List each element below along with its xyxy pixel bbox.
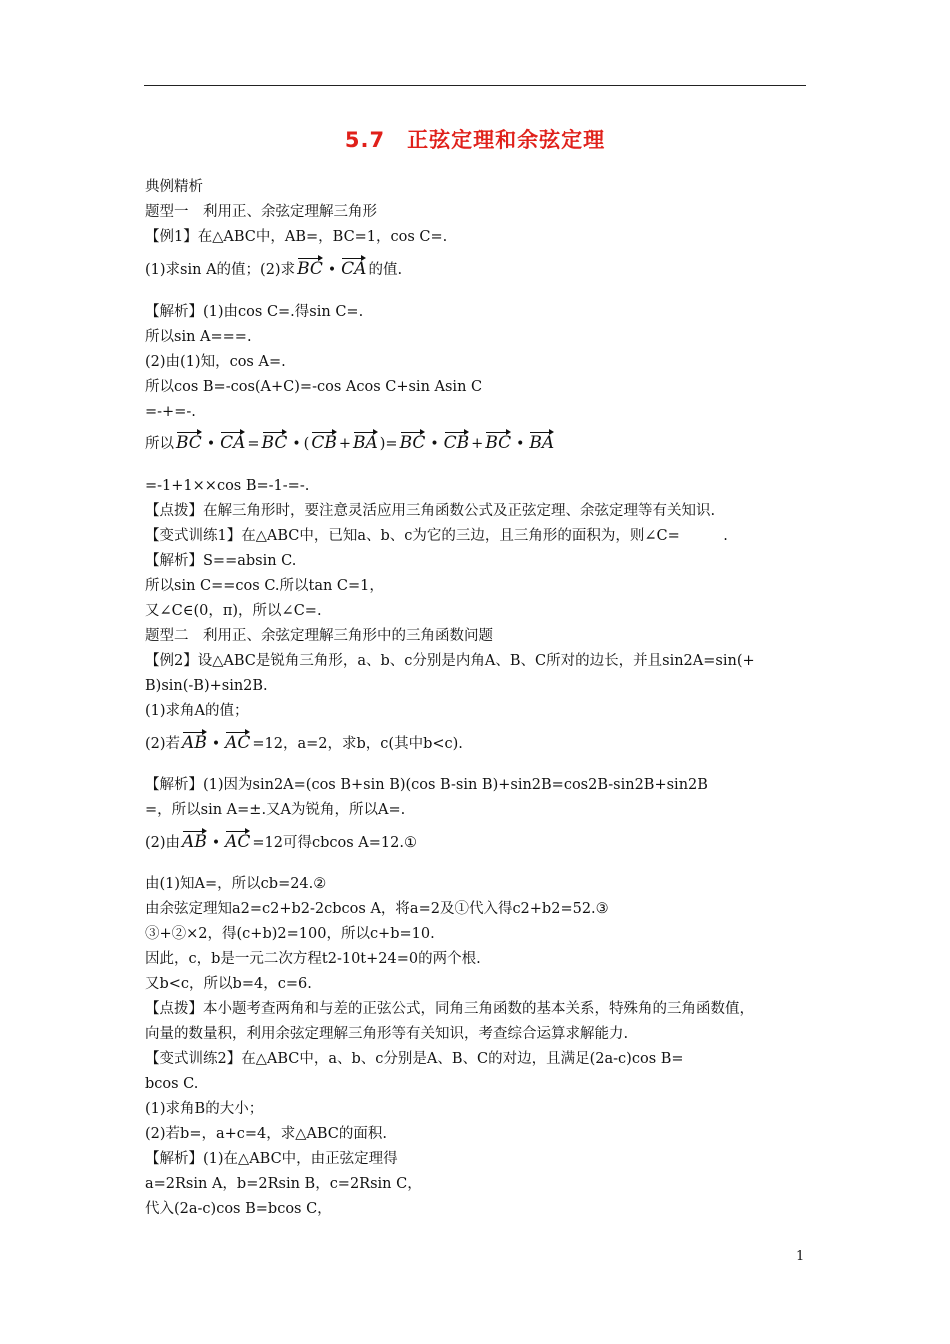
section-label: 典例精析 — [145, 179, 203, 195]
solution-1-line-5: =-+=-. — [145, 404, 196, 420]
example-2-question-1: (1)求角A的值； — [145, 703, 249, 719]
vector-ca: CA — [341, 256, 366, 278]
page-number: 1 — [796, 1249, 805, 1264]
solution-1-line-3: (2)由(1)知，cos A=. — [145, 354, 286, 370]
exercise-2-line-1: 【变式训练2】在△ABC中，a、b、c分别是A、B、C的对边，且满足(2a-c)cos B= — [145, 1051, 684, 1067]
vector-ac: AC — [225, 829, 250, 851]
solution-2-line-4: 由(1)知A=，所以cb=24.② — [145, 876, 327, 892]
vector-ba: BA — [529, 430, 554, 452]
vector-cb: CB — [311, 430, 337, 452]
exercise-1-solution-1: 【解析】S==absin C. — [145, 553, 297, 569]
exercise-1-solution-3: 又∠C∈(0，π)，所以∠C=. — [145, 603, 322, 619]
page-title: 5.7 正弦定理和余弦定理 — [344, 128, 606, 152]
example-1: 【例1】在△ABC中，AB=，BC=1，cos C=. — [145, 229, 448, 245]
example-2-line-2: B)sin(-B)+sin2B. — [145, 678, 268, 694]
example-2-line-1: 【例2】设△ABC是锐角三角形，a、b、c分别是内角A、B、C所对的边长，并且sin2A=sin(+ — [145, 653, 755, 669]
topic-heading-1: 题型一 利用正、余弦定理解三角形 — [145, 204, 377, 220]
solution-2-line-5: 由余弦定理知a2=c2+b2-2cbcos A，将a=2及①代入得c2+b2=52.③ — [145, 901, 609, 917]
tip-2-line-2: 向量的数量积，利用余弦定理解三角形等有关知识，考查综合运算求解能力. — [145, 1026, 629, 1042]
solution-2-line-3: (2)由 AB • AC =12可得cbcos A=12.① — [145, 829, 417, 852]
solution-1-line-2: 所以sin A===. — [145, 329, 252, 345]
exercise-2-solution-2: a=2Rsin A，b=2Rsin B，c=2Rsin C， — [145, 1176, 422, 1192]
solution-1-line-7: =-1+1××cos B=-1-=-. — [145, 478, 310, 494]
vector-ba: BA — [353, 430, 378, 452]
vector-ab: AB — [182, 730, 207, 752]
vector-bc: BC — [400, 430, 426, 452]
example-2-question-2: (2)若 AB • AC =12，a=2，求b，c(其中b<c). — [145, 730, 463, 753]
vector-ca: CA — [220, 430, 245, 452]
exercise-2-line-2: bcos C. — [145, 1076, 199, 1092]
vector-bc: BC — [485, 430, 511, 452]
solution-2-line-8: 又b<c，所以b=4，c=6. — [145, 976, 312, 992]
tip-1: 【点拨】在解三角形时，要注意灵活应用三角函数公式及正弦定理、余弦定理等有关知识. — [145, 503, 716, 519]
solution-2-line-2: =，所以sin A=±.又A为锐角，所以A=. — [145, 802, 406, 818]
vector-bc: BC — [176, 430, 202, 452]
solution-1-vector-equation: 所以 BC • CA = BC • ( CB + BA )= BC • CB + BC • BA — [145, 430, 556, 453]
vector-ab: AB — [182, 829, 207, 851]
exercise-2-solution-3: 代入(2a-c)cos B=bcos C， — [145, 1201, 332, 1217]
solution-2-line-1: 【解析】(1)因为sin2A=(cos B+sin B)(cos B-sin B)+sin2B=cos2B-sin2B+sin2B — [145, 777, 708, 793]
vector-cb: CB — [444, 430, 470, 452]
exercise-1: 【变式训练1】在△ABC中，已知a、b、c为它的三边，且三角形的面积为，则∠C= . — [145, 528, 728, 544]
exercise-2-solution-1: 【解析】(1)在△ABC中，由正弦定理得 — [145, 1151, 398, 1167]
solution-1-line-4: 所以cos B=-cos(A+C)=-cos Acos C+sin Asin C — [145, 379, 483, 395]
vector-bc: BC — [297, 256, 323, 278]
solution-2-line-6: ③+②×2，得(c+b)2=100，所以c+b=10. — [145, 926, 435, 942]
solution-1-line-1: 【解析】(1)由cos C=.得sin C=. — [145, 304, 364, 320]
topic-heading-2: 题型二 利用正、余弦定理解三角形中的三角函数问题 — [145, 628, 493, 644]
vector-ac: AC — [225, 730, 250, 752]
exercise-2-question-2: (2)若b=，a+c=4，求△ABC的面积. — [145, 1126, 388, 1142]
example-1-questions: (1)求sin A的值；(2)求 BC • CA 的值. — [145, 256, 402, 279]
exercise-2-question-1: (1)求角B的大小； — [145, 1101, 264, 1117]
tip-2-line-1: 【点拨】本小题考查两角和与差的正弦公式，同角三角函数的基本关系，特殊角的三角函数值， — [145, 1001, 754, 1017]
solution-2-line-7: 因此，c，b是一元二次方程t2-10t+24=0的两个根. — [145, 951, 481, 967]
vector-bc: BC — [262, 430, 288, 452]
header-rule — [144, 85, 806, 86]
exercise-1-solution-2: 所以sin C==cos C.所以tan C=1， — [145, 578, 384, 594]
